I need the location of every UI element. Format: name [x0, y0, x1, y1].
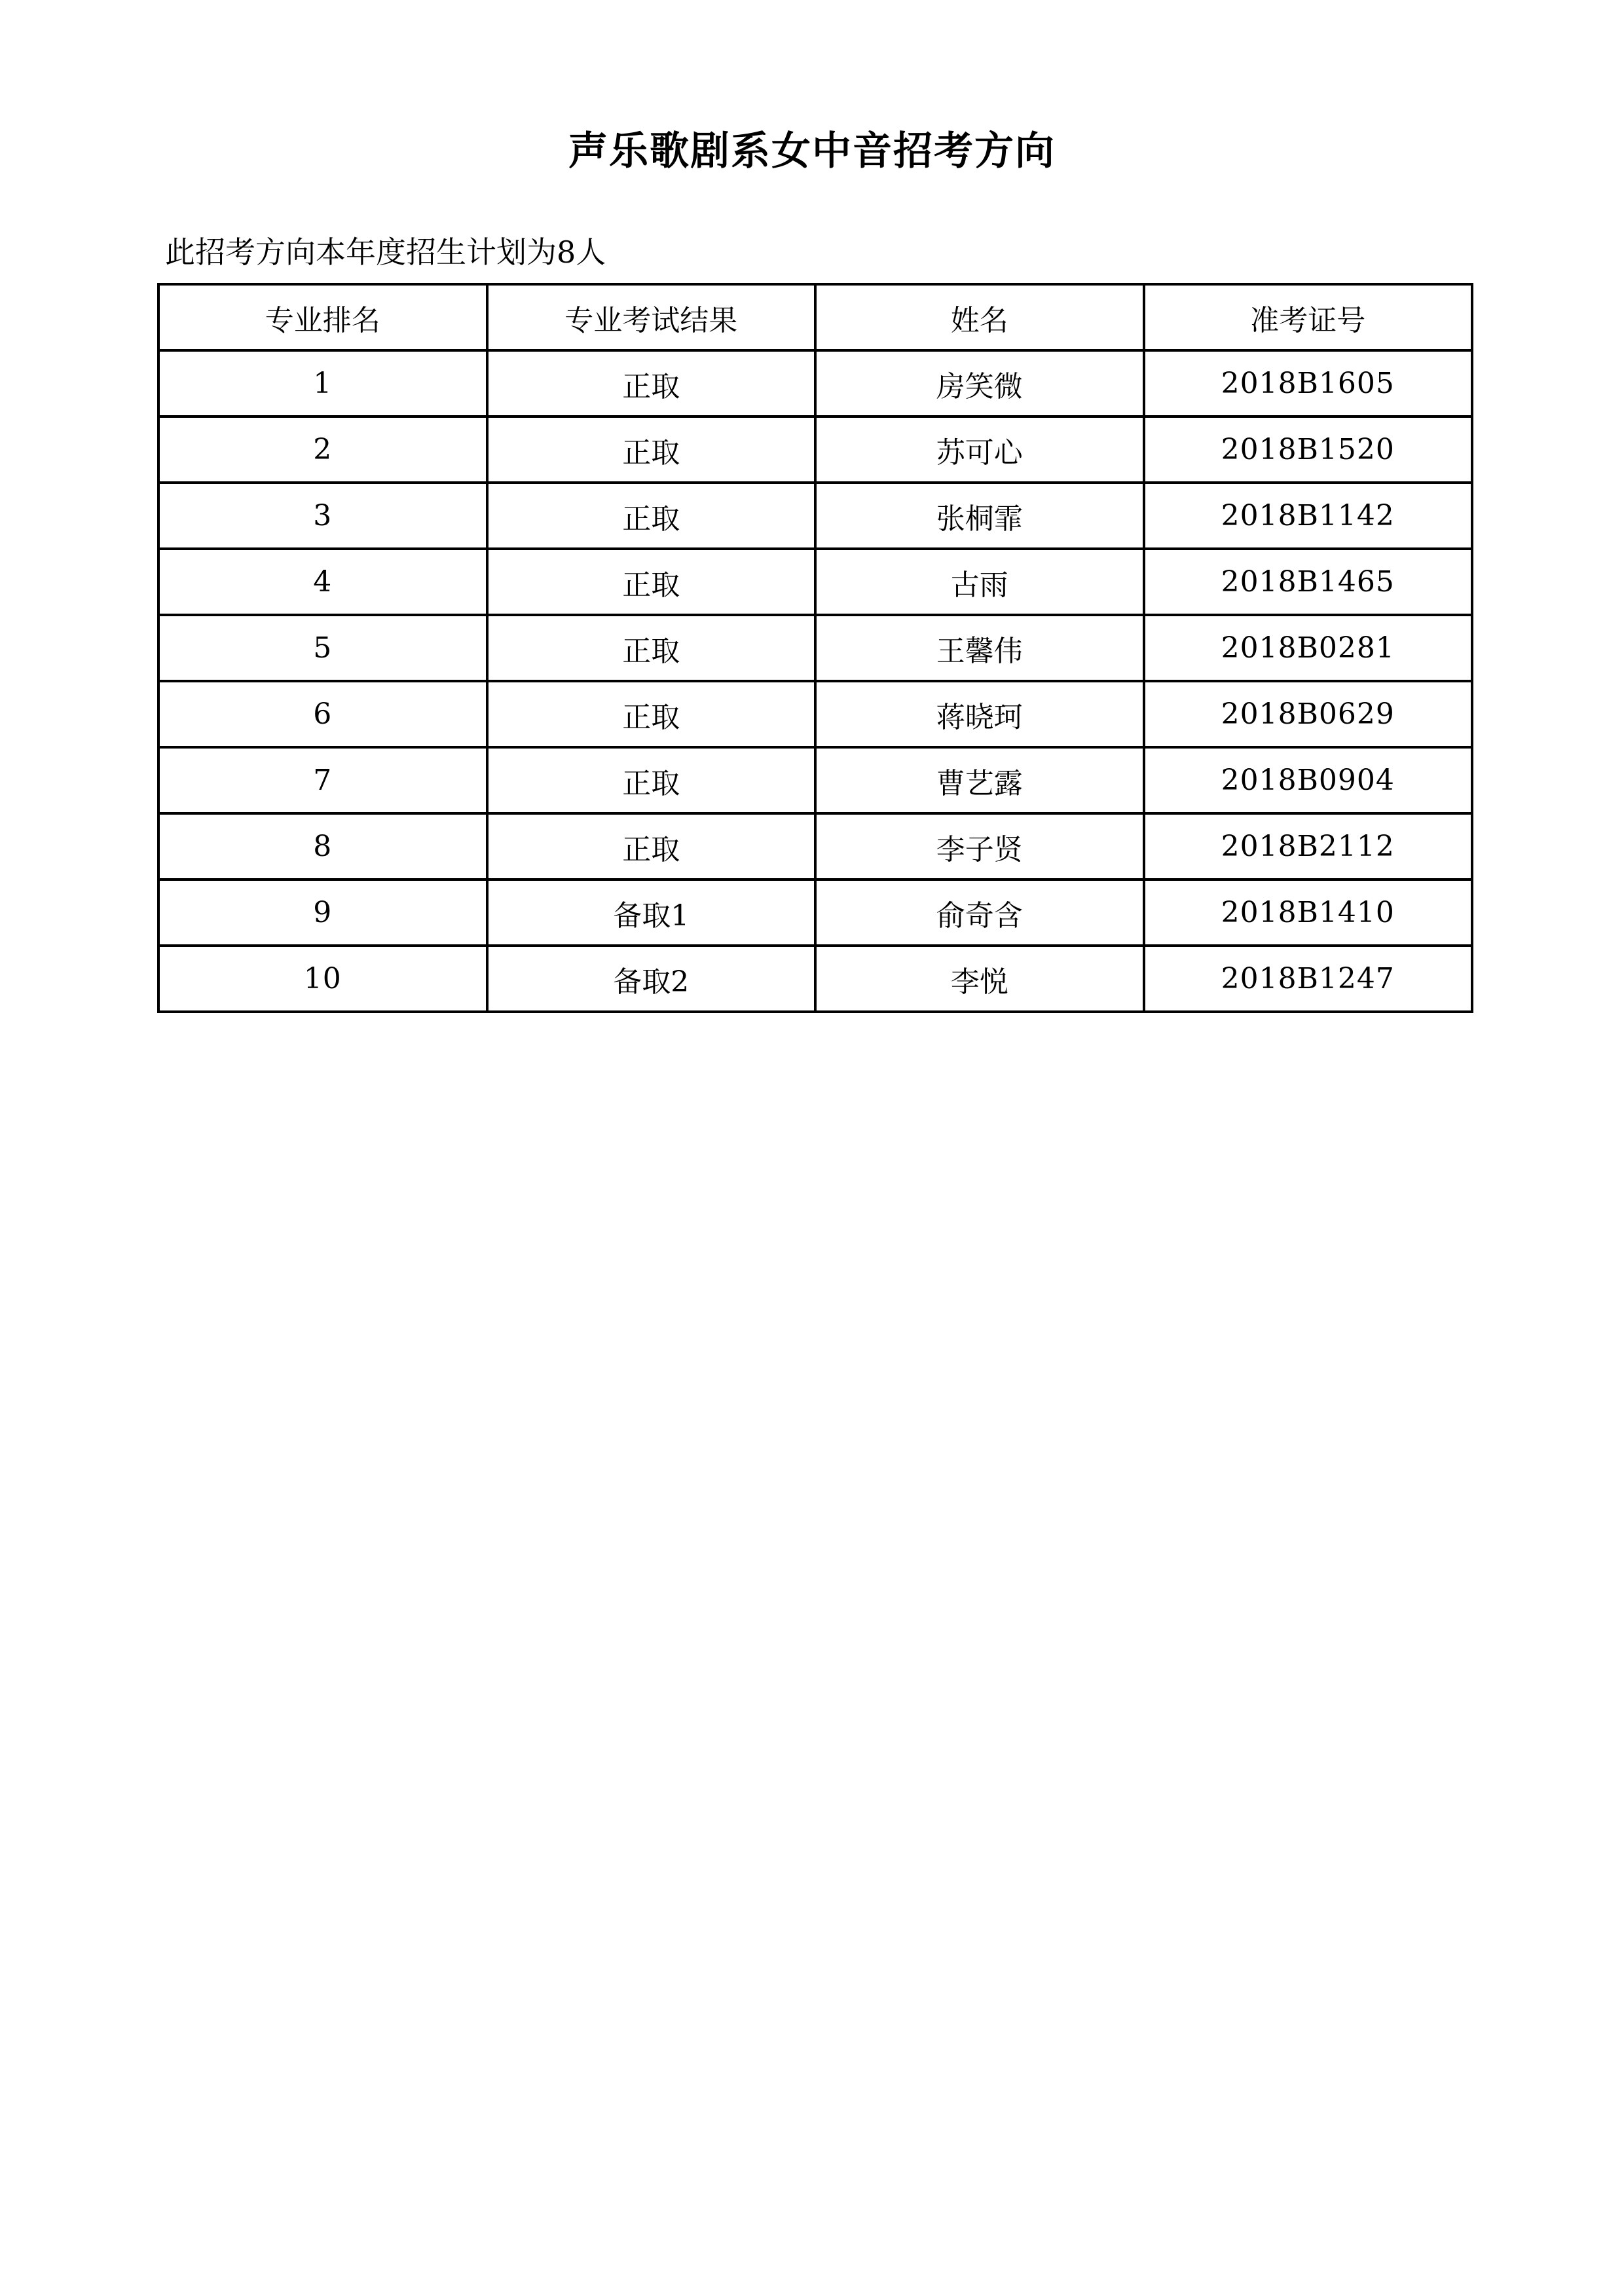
cell-result: 正取 [487, 747, 816, 813]
admission-results-table [157, 283, 1473, 1013]
cell-result: 正取 [487, 813, 816, 880]
cell-exam-id: 2018B0629 [1144, 681, 1473, 747]
cell-exam-id: 2018B1247 [1144, 946, 1473, 1012]
table-row [158, 549, 1472, 615]
cell-name: 房笑微 [815, 350, 1144, 417]
cell-name: 蒋晓珂 [815, 681, 1144, 747]
table-row [158, 747, 1472, 813]
cell-exam-id: 2018B1520 [1144, 417, 1473, 483]
cell-exam-id: 2018B1465 [1144, 549, 1473, 615]
cell-rank: 1 [158, 350, 487, 417]
header-exam-id: 准考证号 [1144, 284, 1473, 350]
cell-rank: 4 [158, 549, 487, 615]
cell-result: 正取 [487, 549, 816, 615]
header-exam-result: 专业考试结果 [487, 284, 816, 350]
table-row [158, 615, 1472, 681]
cell-result: 正取 [487, 615, 816, 681]
table-row [158, 417, 1472, 483]
cell-rank: 6 [158, 681, 487, 747]
cell-exam-id: 2018B2112 [1144, 813, 1473, 880]
cell-rank: 3 [158, 483, 487, 549]
cell-result: 备取1 [487, 880, 816, 946]
table-row [158, 813, 1472, 880]
table-row [158, 946, 1472, 1012]
header-rank: 专业排名 [158, 284, 487, 350]
cell-result: 正取 [487, 350, 816, 417]
cell-exam-id: 2018B1410 [1144, 880, 1473, 946]
cell-name: 王馨伟 [815, 615, 1144, 681]
cell-rank: 5 [158, 615, 487, 681]
cell-result: 正取 [487, 417, 816, 483]
cell-name: 古雨 [815, 549, 1144, 615]
table-row [158, 350, 1472, 417]
cell-exam-id: 2018B1142 [1144, 483, 1473, 549]
cell-exam-id: 2018B0904 [1144, 747, 1473, 813]
cell-result: 备取2 [487, 946, 816, 1012]
cell-exam-id: 2018B0281 [1144, 615, 1473, 681]
cell-name: 曹艺露 [815, 747, 1144, 813]
table-row [158, 880, 1472, 946]
table-row [158, 483, 1472, 549]
cell-result: 正取 [487, 681, 816, 747]
table-row [158, 681, 1472, 747]
cell-name: 苏可心 [815, 417, 1144, 483]
cell-rank: 9 [158, 880, 487, 946]
cell-name: 张桐霏 [815, 483, 1144, 549]
table-header-row [158, 284, 1472, 350]
cell-rank: 2 [158, 417, 487, 483]
cell-name: 俞奇含 [815, 880, 1144, 946]
cell-name: 李子贤 [815, 813, 1144, 880]
cell-rank: 10 [158, 946, 487, 1012]
page-title: 声乐歌剧系女中音招考方向 [568, 128, 1056, 174]
cell-result: 正取 [487, 483, 816, 549]
cell-rank: 8 [158, 813, 487, 880]
cell-rank: 7 [158, 747, 487, 813]
enrollment-plan-note: 此招考方向本年度招生计划为8人 [165, 234, 606, 270]
header-name: 姓名 [815, 284, 1144, 350]
cell-exam-id: 2018B1605 [1144, 350, 1473, 417]
cell-name: 李悦 [815, 946, 1144, 1012]
